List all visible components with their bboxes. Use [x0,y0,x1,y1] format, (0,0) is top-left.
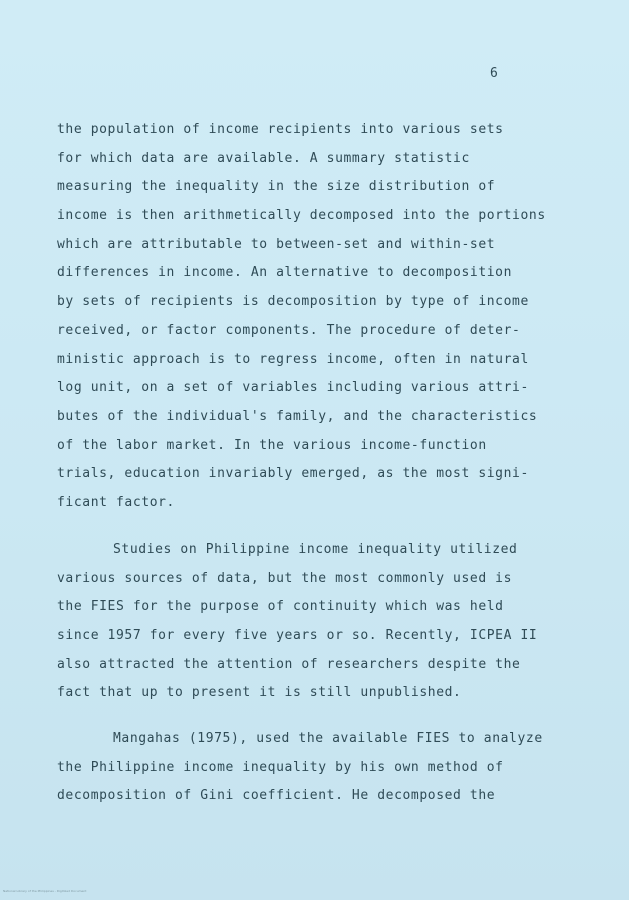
text-line: decomposition of Gini coefficient. He decomposed the [57,788,496,804]
text-line: ficant factor. [57,494,175,510]
text-line: log unit, on a set of variables including various attri- [57,380,529,396]
paragraph-1 [57,116,597,518]
text-line: for which data are available. A summary statistic [57,150,470,166]
text-line: since 1957 for every five years or so. Recently, ICPEA II [57,628,538,644]
text-line: also attracted the attention of researchers despite the [57,656,521,672]
text-line: butes of the individual's family, and the characteristics [57,408,538,424]
page-number: 6 [490,66,499,81]
text-line: Studies on Philippine income inequality utilized [113,542,518,557]
paragraph-2 [57,536,597,708]
text-line: trials, education invariably emerged, as the most signi- [57,466,529,482]
text-line: by sets of recipients is decomposition by type of income [57,294,529,310]
text-line: ministic approach is to regress income, often in natural [57,351,529,367]
text-line: various sources of data, but the most commonly used is [57,570,513,586]
text-line: received, or factor components. The procedure of deter- [57,322,521,338]
text-line: income is then arithmetically decomposed into the portions [57,208,546,224]
text-line: the population of income recipients into various sets [57,122,504,137]
text-line: measuring the inequality in the size distribution of [57,179,496,195]
text-line: fact that up to present it is still unpublished. [57,685,462,701]
digitization-footer-note: National Library of the Philippines - Digitized Document [3,889,87,893]
paragraph-3 [57,725,597,811]
text-line: Mangahas (1975), used the available FIES to analyze [113,731,543,746]
text-line: the FIES for the purpose of continuity which was held [57,599,504,615]
text-line: the Philippine income inequality by his own method of [57,759,504,775]
text-line: differences in income. An alternative to decomposition [57,265,513,281]
text-line: which are attributable to between-set and within-set [57,236,496,252]
text-line: of the labor market. In the various income-function [57,437,487,453]
